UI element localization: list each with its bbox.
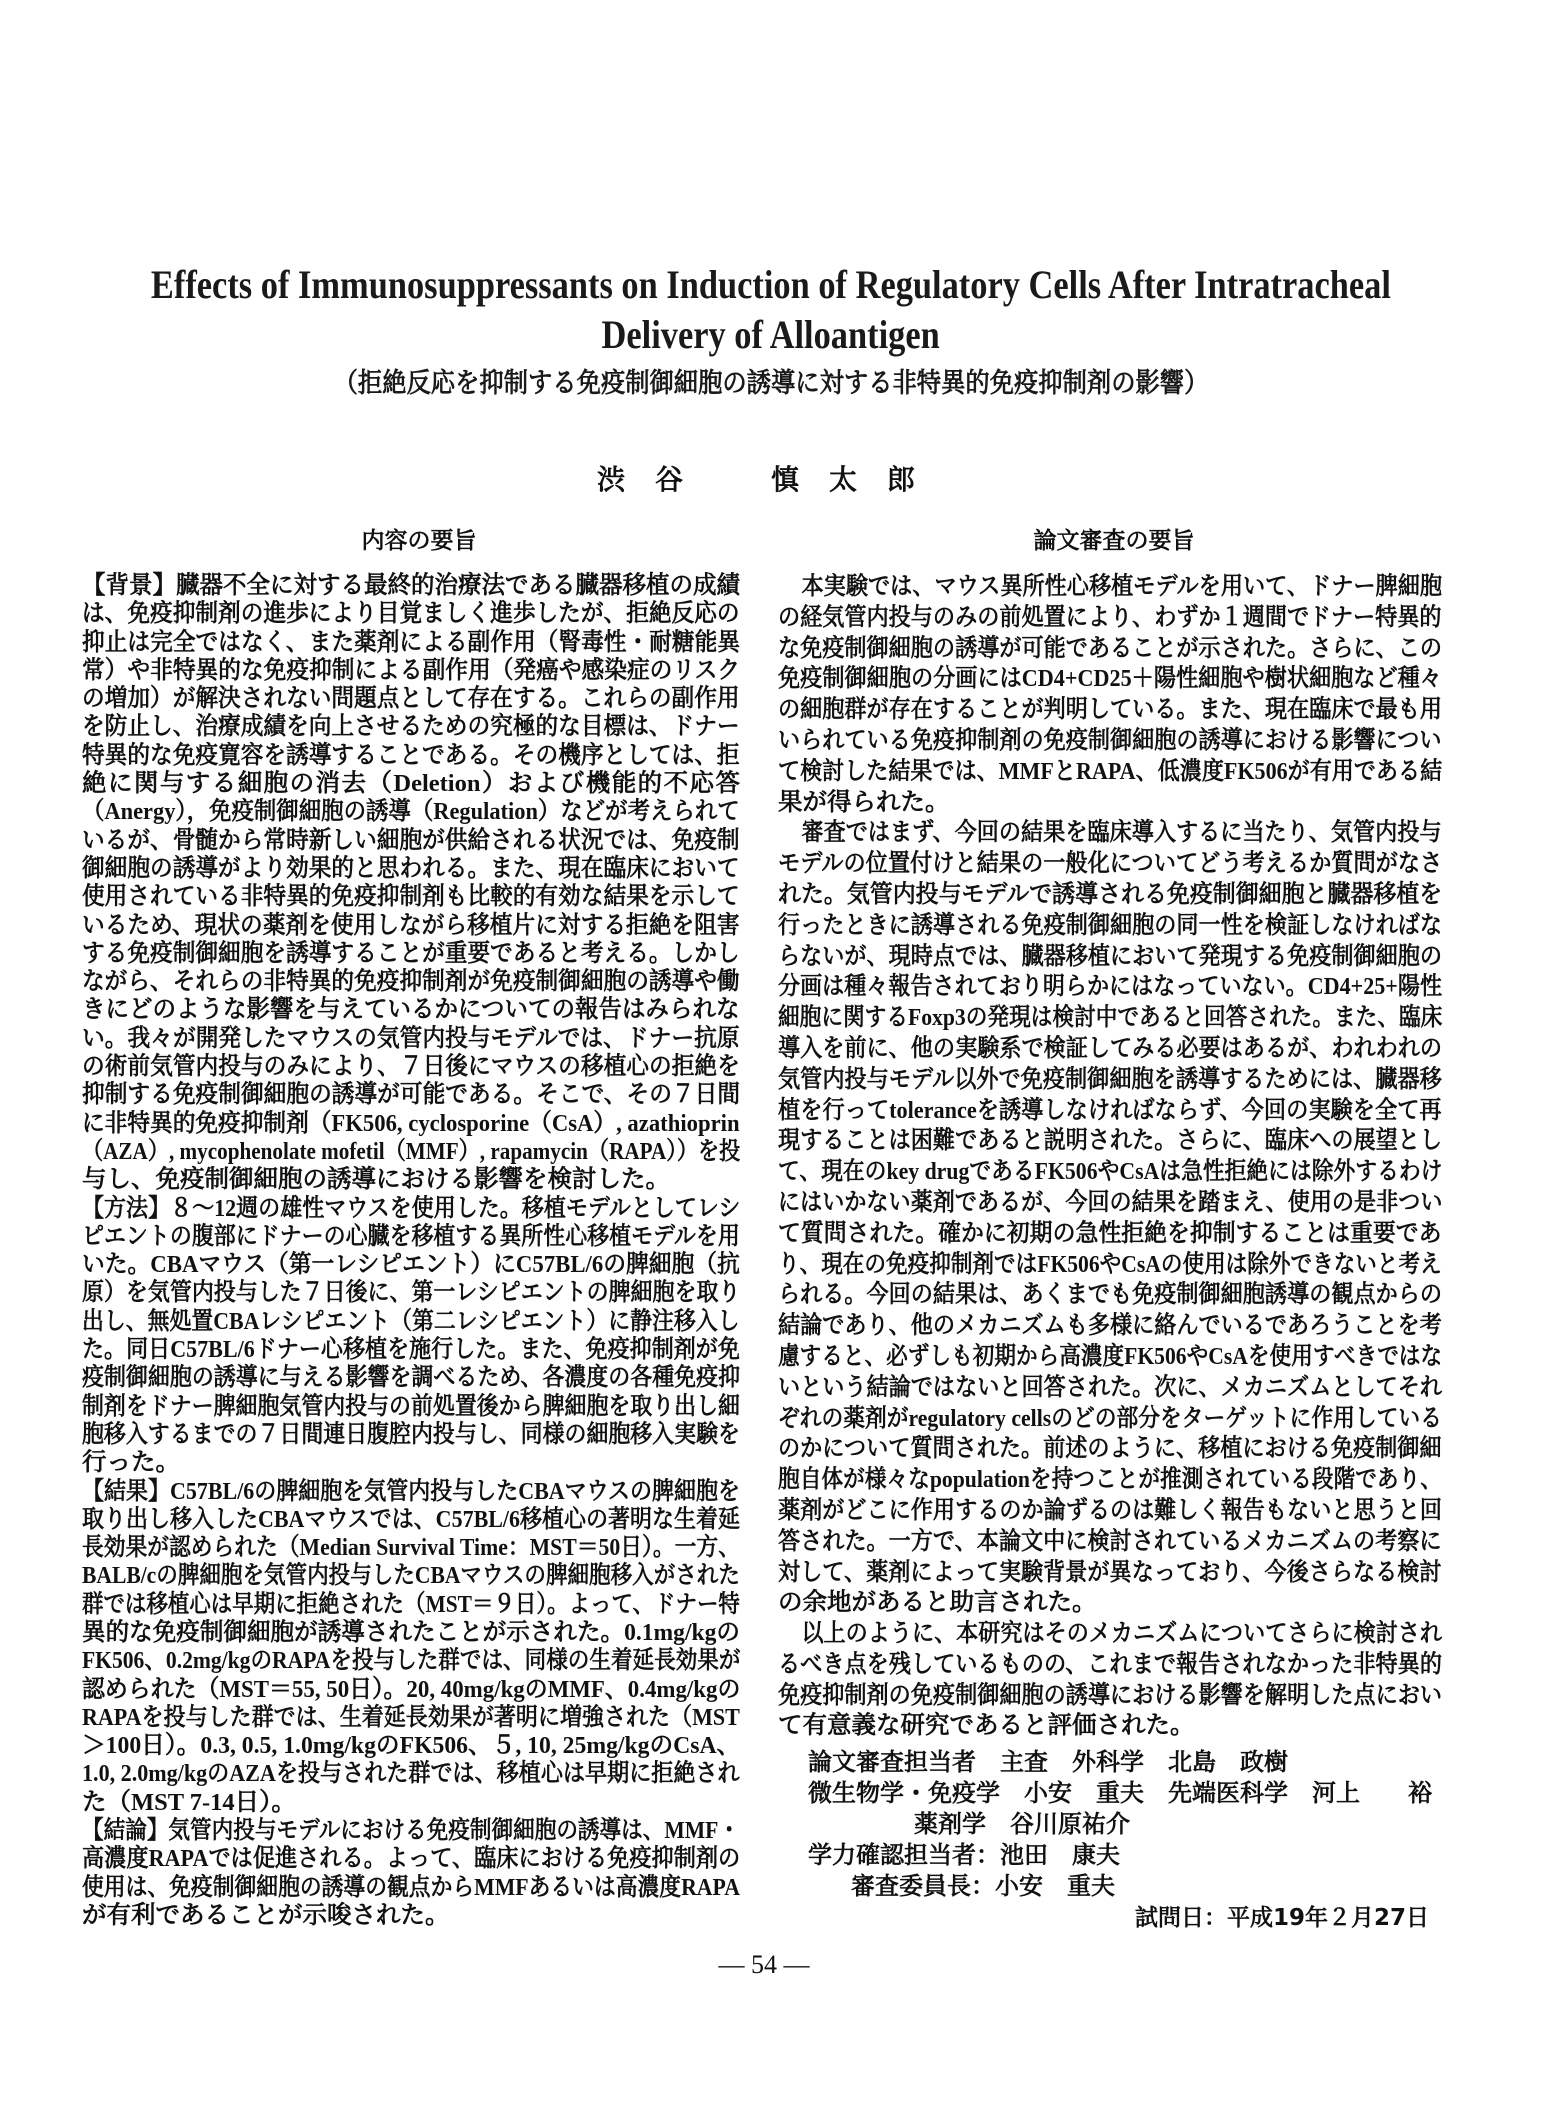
text-line: ながら、それらの非特異的免疫抑制剤が免疫制御細胞の誘導や働 — [82, 968, 740, 996]
text-line: 【背景】臓器不全に対する最終的治療法である臓器移植の成績 — [82, 572, 741, 599]
text-line: 植を行ってtoleranceを誘導しなければならず、今回の実験を全て再 — [778, 1096, 1442, 1124]
text-line: 果が得られた。 — [778, 788, 950, 816]
title-japanese: （拒絶反応を抑制する免疫制御細胞の誘導に対する非特異的免疫抑制剤の影響） — [333, 368, 1209, 399]
text-line: 長効果が認められた（Median Survival Time：MST＝50日）。一方、 — [82, 1534, 740, 1562]
text-line: 使用されている非特異的免疫抑制剤も比較的有効な結果を示して — [82, 883, 740, 911]
title-english-line2: Delivery of Alloantigen — [601, 312, 941, 357]
text-line: 導入を前に、他の実験系で検証してみる必要はあるが、われわれの — [778, 1034, 1442, 1062]
text-line: 原）を気管内投与した７日後に、第一レシピエントの脾細胞を取り — [82, 1279, 741, 1307]
text-line: きにどのような影響を与えているかについての報告はみられな — [82, 996, 740, 1024]
text-line: な免疫制御細胞の誘導が可能であることが示された。さらに、この — [778, 634, 1442, 662]
text-line: する免疫制御細胞を誘導することが重要であると考える。しかし — [82, 939, 740, 967]
text-line: 使用は、免疫制御細胞の誘導の観点からMMFあるいは高濃度RAPA — [82, 1873, 740, 1901]
text-line: 【結果】C57BL/6の脾細胞を気管内投与したCBAマウスの脾細胞を — [82, 1477, 740, 1505]
text-line: て有意義な研究であると評価された。 — [778, 1712, 1195, 1740]
text-line: 絶に関与する細胞の消去（Deletion）および機能的不応答 — [82, 770, 740, 798]
text-line: いられている免疫抑制剤の免疫制御細胞の誘導における影響につい — [778, 726, 1442, 754]
text-line: いた。CBAマウス（第一レシピエント）にC57BL/6の脾細胞（抗 — [82, 1251, 740, 1279]
text-line: いるが、骨髄から常時新しい細胞が供給される状況では、免疫制 — [82, 826, 740, 854]
text-line: に非特異的免疫抑制剤（FK506, cyclosporine（CsA）, azathioprin — [82, 1109, 740, 1137]
summary-column — [82, 572, 740, 1930]
text-line: 疫制御細胞の誘導に与える影響を調べるため、各濃度の各種免疫抑 — [82, 1364, 741, 1392]
text-line: ピエントの腹部にドナーの心臓を移植する異所性心移植モデルを用 — [82, 1222, 740, 1250]
text-line: た（MST 7-14日）。 — [82, 1788, 296, 1816]
text-line: た。同日C57BL/6ドナー心移植を施行した。また、免疫抑制剤が免 — [82, 1336, 740, 1364]
text-line: 以上のように、本研究はそのメカニズムについてさらに検討され — [801, 1620, 1443, 1648]
text-line: い。我々が開発したマウスの気管内投与モデルでは、ドナー抗原 — [82, 1024, 740, 1052]
text-line: の細胞群が存在することが判明している。また、現在臨床で最も用 — [778, 696, 1442, 724]
text-line: 現することは困難であると説明された。さらに、臨床への展望とし — [778, 1127, 1442, 1155]
text-line: 取り出し移入したCBAマウスでは、C57BL/6移植心の著明な生着延 — [82, 1505, 740, 1533]
text-line: の経気管内投与のみの前処置により、わずか１週間でドナー特異的 — [778, 603, 1442, 631]
text-line: の術前気管内投与のみにより、７日後にマウスの移植心の拒絶を — [82, 1053, 740, 1081]
text-line: が有利であることが示唆された。 — [82, 1901, 450, 1929]
text-line: 気管内投与モデル以外で免疫制御細胞を誘導するためには、臓器移 — [778, 1065, 1442, 1093]
text-line: 答された。一方で、本論文中に検討されているメカニズムの考察に — [778, 1527, 1442, 1555]
text-line: 対して、薬剤によって実験背景が異なっており、今後さらなる検討 — [778, 1558, 1442, 1586]
text-line: FK506、0.2mg/kgのRAPAを投与した群では、同様の生着延長効果が — [82, 1647, 741, 1675]
text-line: 【方法】８～12週の雄性マウスを使用した。移植モデルとしてレシ — [82, 1194, 741, 1222]
text-line: 1.0, 2.0mg/kgのAZAを投与された群では、移植心は早期に拒絶され — [82, 1760, 740, 1788]
text-line: て、現在のkey drugであるFK506やCsAは急性拒絶には除外するわけ — [778, 1158, 1443, 1186]
text-line: れた。気管内投与モデルで誘導される免疫制御細胞と臓器移植を — [778, 880, 1443, 908]
text-line: 本実験では、マウス異所性心移植モデルを用いて、ドナー脾細胞 — [801, 573, 1443, 600]
committee-examiner-3: 薬剤学 谷川原祐介 — [914, 1810, 1130, 1838]
text-line: （Anergy），免疫制御細胞の誘導（Regulation）などが考えられて — [82, 798, 740, 826]
committee-chair: 審査委員長：小安 重夫 — [851, 1872, 1115, 1900]
text-line: RAPAを投与した群では、生着延長効果が著明に増強された（MST — [82, 1703, 740, 1731]
author-name: 渋谷 慎太郎 — [596, 463, 945, 496]
committee-examiner-1: 微生物学・免疫学 小安 重夫 — [808, 1779, 1144, 1807]
text-line: モデルの位置付けと結果の一般化についてどう考えるか質問がなさ — [778, 850, 1443, 878]
text-line: いるため、現状の薬剤を使用しながら移植片に対する拒絶を阻害 — [82, 911, 740, 939]
text-line: 免疫抑制剤の免疫制御細胞の誘導における影響を解明した点におい — [778, 1681, 1442, 1709]
text-line: 慮すると、必ずしも初期から高濃度FK506やCsAを使用すべきではな — [778, 1342, 1443, 1370]
text-line: 行ったときに誘導される免疫制御細胞の同一性を検証しなければな — [778, 911, 1442, 939]
text-line: ぞれの薬剤がregulatory cellsのどの部分をターゲットに作用している — [778, 1404, 1442, 1432]
text-line: 抑制する免疫制御細胞の誘導が可能である。そこで、その７日間 — [82, 1081, 741, 1109]
text-line: 薬剤がどこに作用するのか論ずるのは難しく報告もないと思うと回 — [778, 1496, 1442, 1524]
text-line: 与し、免疫制御細胞の誘導における影響を検討した。 — [82, 1166, 670, 1194]
text-line: 異的な免疫制御細胞が誘導されたことが示された。0.1mg/kgの — [82, 1618, 740, 1646]
text-line: は、免疫抑制剤の進歩により目覚ましく進歩したが、拒絶反応の — [82, 600, 740, 628]
text-line: 抑止は完全ではなく、また薬剤による副作用（腎毒性・耐糖能異 — [82, 628, 741, 656]
text-line: 分画は種々報告されており明らかにはなっていない。CD4+25+陽性 — [778, 973, 1443, 1001]
text-line: ＞100日）。0.3, 0.5, 1.0mg/kgのFK506、５, 10, 25mg/kgのCsA、 — [82, 1732, 741, 1760]
text-line: り、現在の免疫抑制剤ではFK506やCsAの使用は除外できないと考え — [778, 1250, 1442, 1278]
text-line: られる。今回の結果は、あくまでも免疫制御細胞誘導の観点からの — [778, 1281, 1442, 1309]
text-line: （AZA）, mycophenolate mofetil（MMF）, rapamycin（RAPA））を投 — [82, 1137, 741, 1165]
text-line: いという結論ではないと回答された。次に、メカニズムとしてそれ — [778, 1373, 1442, 1401]
text-line: 細胞に関するFoxp3の発現は検討中であると回答された。また、臨床 — [778, 1004, 1443, 1032]
exam-date: 試問日：平成19年２月27日 — [1134, 1905, 1429, 1931]
text-line: るべき点を残しているものの、これまで報告されなかった非特異的 — [778, 1650, 1443, 1678]
text-line: にはいかない薬剤であるが、今回の結果を踏まえ、使用の是非つい — [778, 1188, 1443, 1216]
text-line: の余地があると助言された。 — [778, 1589, 1097, 1617]
text-line: 群では移植心は早期に拒絶された（MST＝９日）。よって、ドナー特 — [82, 1590, 740, 1618]
text-line: て検討した結果では、MMFとRAPA、低濃度FK506が有用である結 — [778, 757, 1443, 785]
text-line: 免疫制御細胞の分画にはCD4+CD25＋陽性細胞や樹状細胞など種々 — [778, 665, 1442, 693]
academic-ability-examiner: 学力確認担当者：池田 康夫 — [808, 1841, 1120, 1869]
text-line: 認められた（MST＝55, 50日）。20, 40mg/kgのMMF、0.4mg/kgの — [82, 1675, 741, 1703]
text-line: 審査ではまず、今回の結果を臨床導入するに当たり、気管内投与 — [801, 819, 1442, 847]
page-number: — 54 — — [718, 1950, 810, 1979]
title-english-line1: Effects of Immunosuppressants on Induction of Regulatory Cells After Intratracheal — [151, 262, 1391, 307]
review-column — [778, 572, 1442, 1742]
text-line: 胞自体が様々なpopulationを持つことが推測されている段階であり、 — [778, 1466, 1443, 1494]
text-line: 【結論】気管内投与モデルにおける免疫制御細胞の誘導は、MMF・ — [82, 1817, 740, 1845]
section-heading-summary: 内容の要旨 — [361, 528, 477, 554]
text-line: 特異的な免疫寛容を誘導することである。その機序としては、拒 — [82, 741, 740, 769]
text-line: 胞移入するまでの７日間連日腹腔内投与し、同様の細胞移入実験を — [82, 1420, 740, 1448]
committee-examiner-2: 先端医科学 河上 裕 — [1168, 1779, 1432, 1807]
text-line: 出し、無処置CBAレシピエント（第二レシピエント）に静注移入し — [82, 1307, 740, 1335]
text-line: 御細胞の誘導がより効果的と思われる。また、現在臨床において — [82, 854, 740, 882]
text-line: らないが、現時点では、臓器移植において発現する免疫制御細胞の — [778, 942, 1442, 970]
text-line: BALB/cの脾細胞を気管内投与したCBAマウスの脾細胞移入がされた — [82, 1562, 740, 1590]
text-line: 制剤をドナー脾細胞気管内投与の前処置後から脾細胞を取り出し細 — [82, 1392, 740, 1420]
text-line: 行った。 — [82, 1449, 180, 1477]
text-line: 結論であり、他のメカニズムも多様に絡んでいるであろうことを考 — [778, 1312, 1442, 1340]
text-line: 常）や非特異的な免疫抑制による副作用（発癌や感染症のリスク — [82, 656, 741, 684]
text-line: 高濃度RAPAでは促進される。よって、臨床における免疫抑制剤の — [82, 1845, 741, 1873]
section-heading-review: 論文審査の要旨 — [1033, 528, 1195, 554]
text-line: を防止し、治療成績を向上させるための究極的な目標は、ドナー — [82, 713, 740, 741]
committee-chief-examiner: 論文審査担当者 主査 外科学 北島 政樹 — [808, 1748, 1288, 1776]
text-line: て質問された。確かに初期の急性拒絶を抑制することは重要であ — [778, 1219, 1442, 1247]
text-line: のかについて質問された。前述のように、移植における免疫制御細 — [778, 1435, 1442, 1463]
text-line: の増加）が解決されない問題点として存在する。これらの副作用 — [82, 685, 740, 713]
